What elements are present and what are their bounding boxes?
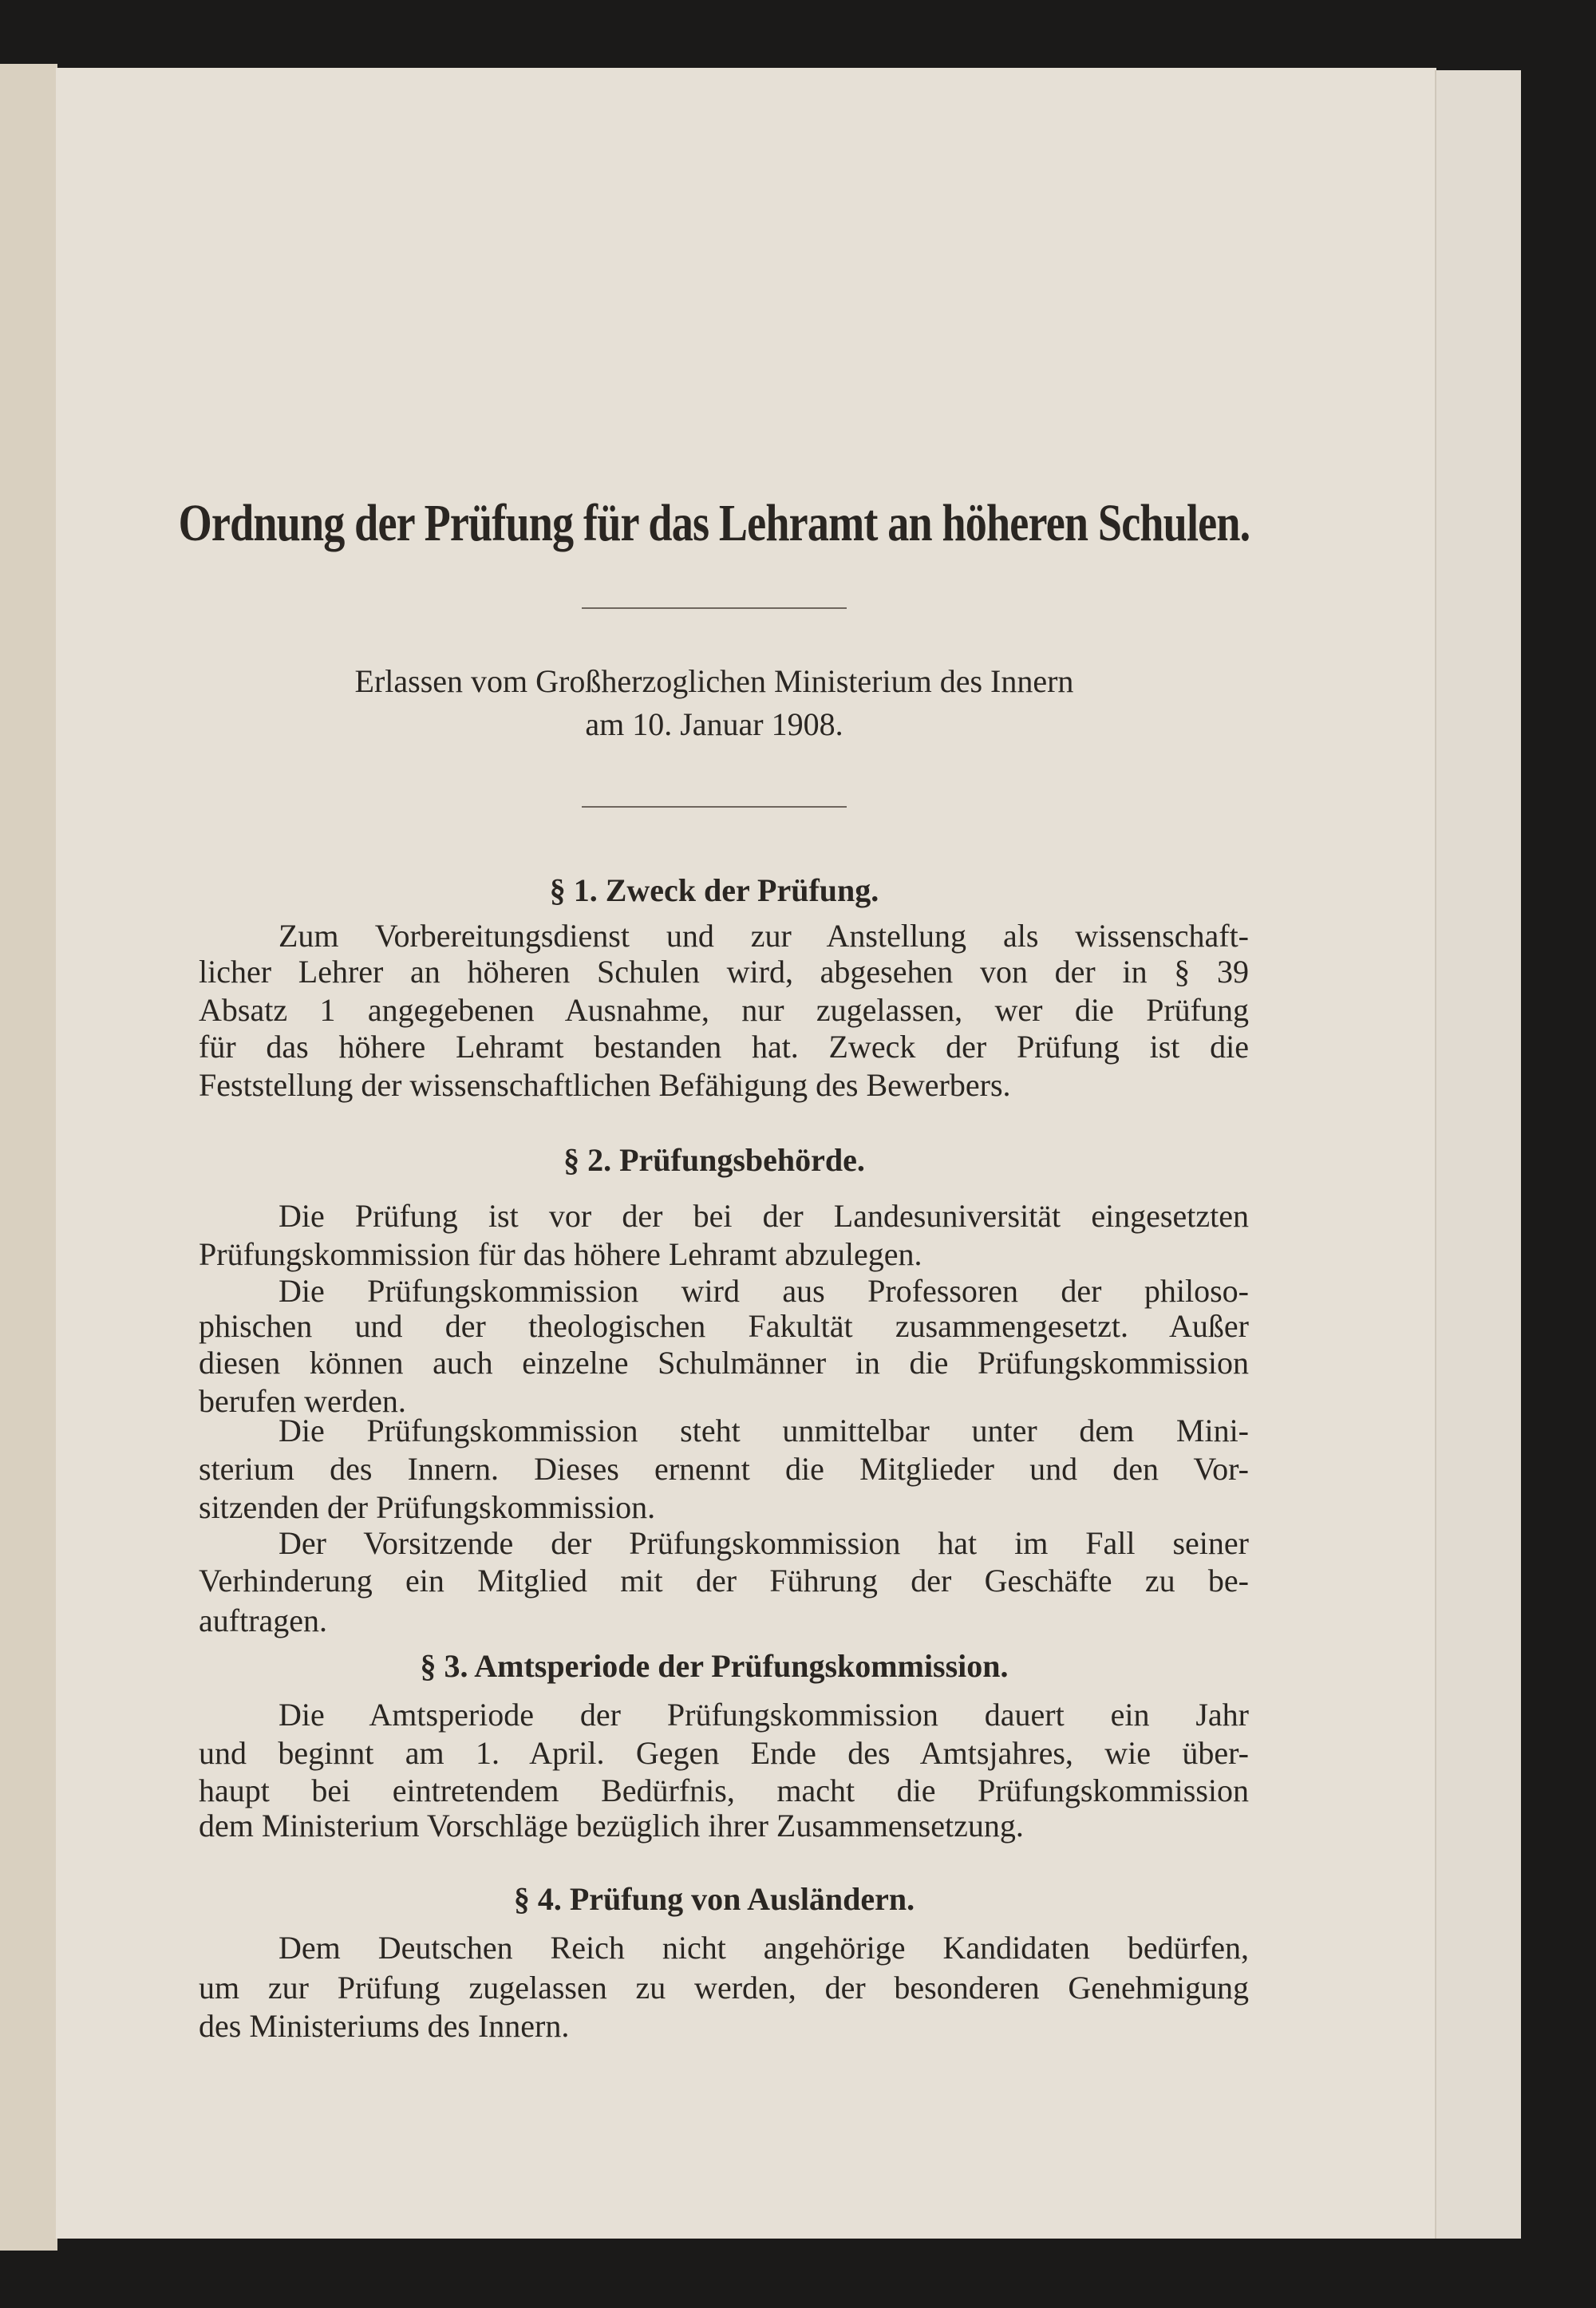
text-line: Verhinderung ein Mitglied mit der Führung der Geschäfte zu be- — [199, 1563, 1249, 1599]
text-line: Die Prüfung ist vor der bei der Landesuniversität eingesetzten — [279, 1198, 1249, 1234]
text-line: Feststellung der wissenschaftlichen Befähigung des Bewerbers. — [199, 1067, 1011, 1103]
text-line: sitzenden der Prüfungskommission. — [199, 1489, 656, 1525]
subtitle-line: am 10. Januar 1908. — [585, 706, 843, 742]
text-line: Absatz 1 angegebenen Ausnahme, nur zugelassen, wer die Prüfung — [199, 992, 1249, 1028]
section-heading: § 4. Prüfung von Ausländern. — [513, 1881, 915, 1917]
text-line: Der Vorsitzende der Prüfungskommission hat im Fall seiner — [279, 1525, 1249, 1561]
text-line: Die Prüfungskommission steht unmittelbar unter dem Mini- — [279, 1413, 1249, 1448]
text-line: Dem Deutschen Reich nicht angehörige Kandidaten bedürfen, — [279, 1930, 1249, 1966]
subtitle-line: Erlassen vom Großherzoglichen Ministerium des Innern — [354, 663, 1074, 699]
text-line: berufen werden. — [199, 1383, 406, 1419]
section-heading: § 2. Prüfungsbehörde. — [563, 1142, 865, 1178]
text-line: diesen können auch einzelne Schulmänner in die Prüfungskommission — [199, 1345, 1249, 1381]
document-title: Ordnung der Prüfung für das Lehramt an höheren Schulen. — [178, 494, 1250, 552]
text-line: haupt bei eintretendem Bedürfnis, macht die Prüfungskommission — [199, 1772, 1249, 1808]
text-line: phischen und der theologischen Fakultät zusammengesetzt. Außer — [199, 1308, 1249, 1344]
text-line: des Ministeriums des Innern. — [199, 2008, 570, 2044]
section-heading: § 1. Zweck der Prüfung. — [549, 872, 879, 908]
text-line: für das höhere Lehramt bestanden hat. Zweck der Prüfung ist die — [199, 1029, 1249, 1065]
divider-rule — [582, 806, 847, 808]
text-line: und beginnt am 1. April. Gegen Ende des Amtsjahres, wie über- — [199, 1735, 1249, 1771]
text-line: Die Prüfungskommission wird aus Professoren der philoso- — [279, 1273, 1249, 1309]
section-heading: § 3. Amtsperiode der Prüfungskommission. — [420, 1648, 1009, 1684]
text-line: dem Ministerium Vorschläge bezüglich ihrer Zusammensetzung. — [199, 1808, 1024, 1844]
text-line: licher Lehrer an höheren Schulen wird, abgesehen von der in § 39 — [199, 954, 1249, 990]
text-line: Zum Vorbereitungsdienst und zur Anstellung als wissenschaft- — [279, 918, 1249, 954]
text-line: um zur Prüfung zugelassen zu werden, der besonderen Genehmigung — [199, 1970, 1249, 2006]
text-line: sterium des Innern. Dieses ernennt die Mitglieder und den Vor- — [199, 1451, 1249, 1487]
text-line: Prüfungskommission für das höhere Lehramt abzulegen. — [199, 1236, 922, 1272]
text-line: auftragen. — [199, 1603, 328, 1638]
page-edge-right — [1435, 70, 1521, 2239]
text-line: Die Amtsperiode der Prüfungskommission dauert ein Jahr — [279, 1697, 1249, 1733]
divider-rule — [582, 607, 847, 609]
